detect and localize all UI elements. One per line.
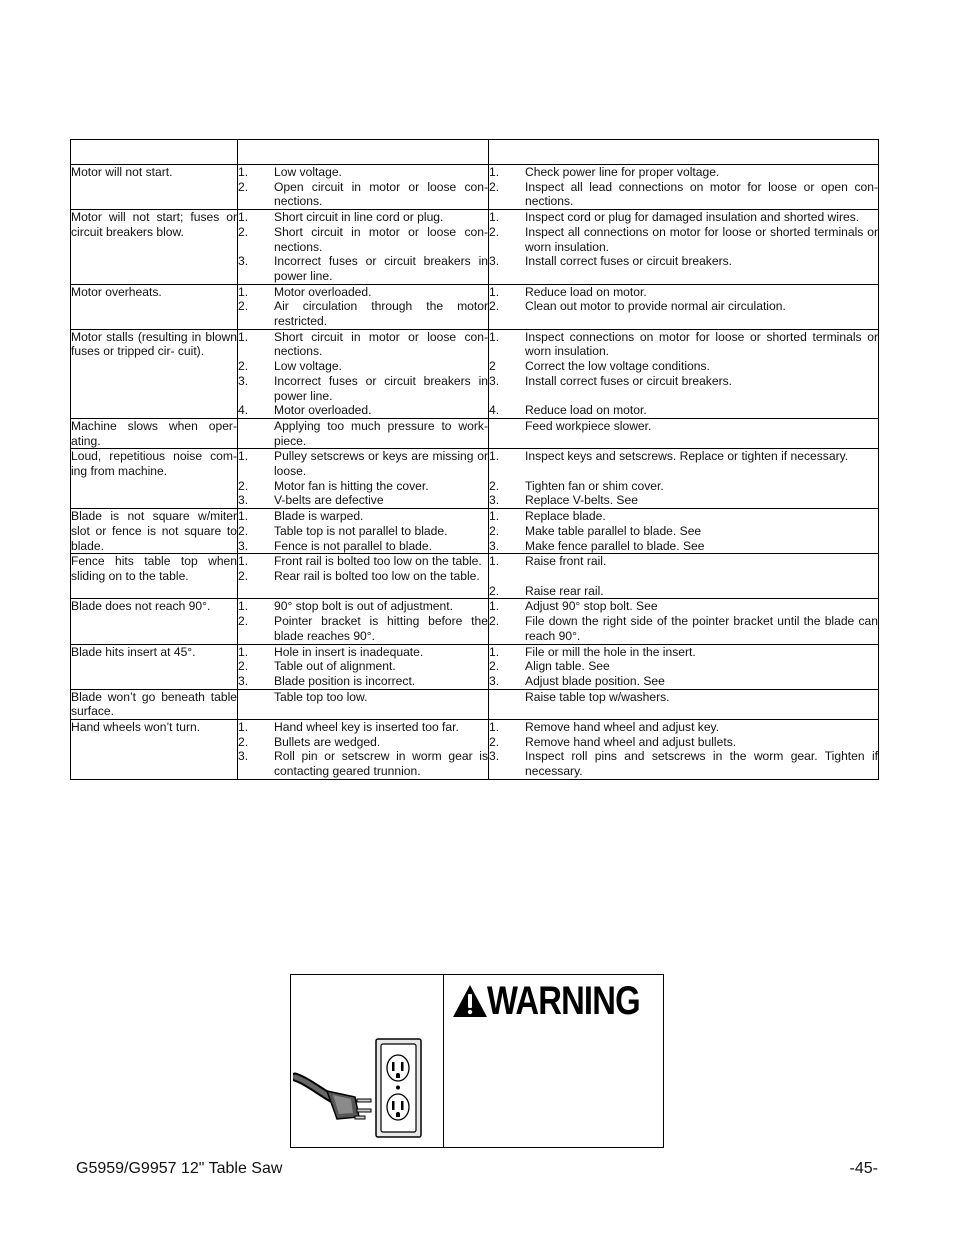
- cause-item: [238, 614, 488, 643]
- item-text: Replace V-belts. See: [525, 493, 638, 508]
- item-text: Adjust blade position. See: [525, 673, 665, 688]
- item-text: Incorrect fuses or circuit breakers in power line.: [274, 254, 488, 283]
- item-text: Pulley setscrews or keys are missing or loose.: [274, 449, 488, 479]
- item-text: 90° stop bolt is out of adjustment.: [274, 599, 453, 614]
- correction-item: [489, 539, 878, 554]
- cause-item: [238, 674, 488, 689]
- symptom-cell: Loud, repetitious noise com- ing from machine.: [71, 449, 238, 509]
- table-row: [71, 329, 879, 418]
- cause-cell: [238, 284, 489, 329]
- cause-cell: [238, 210, 489, 285]
- symptom-cell: Motor stalls (resulting in blown fuses or tripped cir- cuit).: [71, 329, 238, 418]
- item-text: Motor overloaded.: [274, 403, 372, 418]
- cause-cell: [238, 720, 489, 780]
- item-text: Short circuit in motor or loose con- nections.: [274, 224, 488, 254]
- item-number: 3.: [489, 254, 500, 269]
- cause-item: [238, 299, 488, 328]
- item-number: 1.: [238, 599, 249, 614]
- item-number: 1.: [489, 644, 500, 659]
- header-correction-cell: [489, 140, 879, 165]
- cause-item: [238, 554, 488, 569]
- table-row: [71, 599, 879, 644]
- warning-box: [290, 974, 664, 1148]
- correction-cell: [489, 509, 879, 554]
- correction-cell: [489, 165, 879, 210]
- item-text: Open circuit in motor or loose con- nections.: [274, 179, 488, 209]
- correction-item: [489, 599, 878, 614]
- correction-item: [489, 403, 878, 418]
- table-row: [71, 644, 879, 689]
- table-row: [71, 509, 879, 554]
- item-text: Hand wheel key is inserted too far.: [274, 720, 459, 735]
- item-number: 1.: [238, 210, 249, 225]
- unplug-illustration-icon: [293, 1033, 425, 1141]
- item-number: 1.: [238, 644, 249, 659]
- cause-item: [238, 449, 488, 478]
- item-number: 1.: [489, 329, 500, 344]
- item-number: 3.: [238, 749, 249, 764]
- item-number: 3.: [238, 673, 249, 688]
- correction-item: [489, 374, 878, 389]
- correction-item: [489, 569, 878, 584]
- item-text: Incorrect fuses or circuit breakers in power line.: [274, 373, 488, 403]
- correction-item: [489, 449, 878, 464]
- item-text: Pointer bracket is hitting before the blade reaches 90°.: [274, 614, 488, 643]
- item-text: Inspect roll pins and setscrews in the worm gear. Tighten if necessary.: [525, 749, 878, 779]
- item-number: 2.: [489, 224, 500, 239]
- table-row: [71, 210, 879, 285]
- correction-item: [489, 659, 878, 674]
- correction-item: [489, 254, 878, 269]
- item-number: 3.: [238, 493, 249, 508]
- footer-model-title: G5959/G9957 12" Table Saw: [76, 1160, 283, 1177]
- item-text: Low voltage.: [274, 359, 342, 374]
- item-number: 1.: [489, 720, 500, 735]
- item-number: 1.: [238, 329, 249, 344]
- table-row: [71, 554, 879, 599]
- item-text: Raise rear rail.: [525, 583, 604, 598]
- table-row: [71, 418, 879, 448]
- item-number: 1.: [489, 599, 500, 614]
- cause-item: [238, 165, 488, 180]
- item-number: 2.: [238, 478, 249, 493]
- item-text: Correct the low voltage conditions.: [525, 359, 710, 374]
- item-number: 2.: [238, 659, 249, 674]
- correction-cell: [489, 720, 879, 780]
- item-number: 2.: [238, 734, 249, 749]
- correction-item: [489, 674, 878, 689]
- item-number: 1.: [489, 449, 500, 464]
- symptom-cell: Motor will not start.: [71, 165, 238, 210]
- symptom-cell: Fence hits table top when sliding on to the table.: [71, 554, 238, 599]
- cause-cell: [238, 554, 489, 599]
- item-number: 3.: [238, 254, 249, 269]
- item-number: 1.: [238, 165, 249, 179]
- item-text: Tighten fan or shim cover.: [525, 478, 664, 493]
- table-row: [71, 284, 879, 329]
- item-text: Make fence parallel to blade. See: [525, 538, 705, 553]
- item-number: 2.: [238, 299, 249, 314]
- item-number: 3.: [238, 538, 249, 553]
- correction-item: [489, 614, 878, 643]
- item-text: Raise table top w/washers.: [525, 689, 670, 704]
- item-text: [525, 389, 878, 404]
- correction-item: [489, 584, 878, 599]
- symptom-cell: Blade does not reach 90°.: [71, 599, 238, 644]
- table-row: [71, 449, 879, 509]
- cause-item: [238, 569, 488, 584]
- correction-cell: [489, 329, 879, 418]
- item-number: 2.: [238, 523, 249, 538]
- item-number: 3.: [489, 673, 500, 688]
- item-text: Remove hand wheel and adjust key.: [525, 720, 720, 735]
- correction-cell: [489, 210, 879, 285]
- item-number: 4.: [489, 403, 500, 418]
- correction-item: [489, 180, 878, 209]
- cause-cell: [238, 165, 489, 210]
- item-number: 2.: [489, 583, 500, 598]
- correction-cell: [489, 418, 879, 448]
- cause-cell: [238, 329, 489, 418]
- item-number: 2.: [489, 614, 500, 629]
- cause-cell: [238, 689, 489, 719]
- cause-cell: [238, 644, 489, 689]
- symptom-cell: Blade is not square w/miter slot or fence is not square to blade.: [71, 509, 237, 553]
- warning-triangle-icon: [451, 983, 489, 1019]
- correction-cell: [489, 449, 879, 509]
- item-number: 2.: [238, 614, 249, 629]
- correction-item: [489, 299, 878, 314]
- item-number: 2.: [489, 299, 500, 314]
- item-number: 3.: [489, 493, 500, 508]
- cause-cell: [238, 599, 489, 644]
- item-text: Blade position is incorrect.: [274, 673, 416, 688]
- correction-item: [489, 690, 878, 705]
- item-text: Adjust 90° stop bolt. See: [525, 599, 658, 614]
- symptom-cell: Blade hits insert at 45°.: [71, 644, 238, 689]
- item-number: 1.: [489, 284, 500, 299]
- cause-item: [238, 749, 488, 778]
- item-text: Table out of alignment.: [274, 659, 396, 674]
- correction-item: [489, 210, 878, 225]
- cause-item: [238, 659, 488, 674]
- correction-cell: [489, 284, 879, 329]
- correction-item: [489, 225, 878, 254]
- cause-item: [238, 225, 488, 254]
- item-text: Low voltage.: [274, 165, 342, 179]
- item-text: Table top is not parallel to blade.: [274, 523, 448, 538]
- cause-cell: [238, 418, 489, 448]
- item-number: 2.: [238, 179, 249, 194]
- symptom-cell: Blade won’t go beneath table surface.: [71, 689, 237, 719]
- item-text: Remove hand wheel and adjust bullets.: [525, 734, 737, 749]
- item-text: [525, 464, 878, 479]
- item-number: 3.: [238, 373, 249, 388]
- item-number: 1.: [238, 449, 249, 464]
- item-text: [525, 569, 878, 584]
- item-number: 2.: [489, 659, 500, 674]
- item-text: Rear rail is bolted too low on the table.: [274, 568, 480, 583]
- symptom-cell: Motor overheats.: [71, 284, 238, 329]
- correction-item: [489, 493, 878, 508]
- symptom-cell: Hand wheels won’t turn.: [71, 720, 238, 780]
- item-text: Feed workpiece slower.: [525, 418, 652, 433]
- item-text: Hole in insert is inadequate.: [274, 644, 424, 659]
- item-text: Inspect cord or plug for damaged insulation and shorted wires.: [525, 210, 860, 225]
- table-row: [71, 720, 879, 780]
- item-text: Blade is warped.: [274, 509, 364, 524]
- footer-page-number: -45-: [849, 1160, 878, 1177]
- cause-item: [238, 330, 488, 359]
- item-text: Fence is not parallel to blade.: [274, 538, 432, 553]
- correction-item: [489, 330, 878, 359]
- correction-item: [489, 749, 878, 778]
- item-number: 2.: [238, 224, 249, 239]
- correction-item: [489, 165, 878, 180]
- item-number: 2.: [489, 523, 500, 538]
- item-text: Reduce load on motor.: [525, 284, 647, 299]
- item-number: 3.: [489, 373, 500, 388]
- item-text: Inspect all connections on motor for loose or shorted terminals or worn insulation.: [525, 224, 878, 254]
- correction-item: [489, 479, 878, 494]
- correction-cell: [489, 554, 879, 599]
- cause-item: [238, 599, 488, 614]
- header-cause-cell: [238, 140, 489, 165]
- cause-item: [238, 524, 488, 539]
- correction-item: [489, 509, 878, 524]
- item-text: Motor overloaded.: [274, 284, 372, 299]
- item-number: 3.: [489, 749, 500, 764]
- cause-item: [238, 210, 488, 225]
- item-text: Make table parallel to blade. See: [525, 523, 702, 538]
- item-text: Short circuit in line cord or plug.: [274, 210, 444, 225]
- header-symptom-cell: [71, 140, 238, 165]
- item-number: 1.: [489, 165, 500, 179]
- item-text: Clean out motor to provide normal air circulation.: [525, 299, 786, 314]
- item-text: File down the right side of the pointer bracket until the blade can reach 90°.: [525, 614, 878, 643]
- correction-cell: [489, 644, 879, 689]
- cause-item: [238, 493, 488, 508]
- item-text: Reduce load on motor.: [525, 403, 647, 418]
- item-text: Align table. See: [525, 659, 610, 674]
- item-number: 2.: [238, 359, 249, 374]
- item-text: Inspect connections on motor for loose or shorted terminals or worn insulation.: [525, 329, 878, 359]
- cause-item: [238, 254, 488, 283]
- item-number: 1.: [489, 554, 500, 569]
- warning-illustration-panel: [291, 975, 444, 1147]
- item-number: 1.: [238, 284, 249, 299]
- item-text: Motor fan is hitting the cover.: [274, 478, 429, 493]
- item-text: V-belts are defective: [274, 493, 384, 508]
- item-text: File or mill the hole in the insert.: [525, 644, 696, 659]
- item-number: 2.: [489, 734, 500, 749]
- item-number: 1.: [238, 720, 249, 735]
- correction-item: [489, 464, 878, 479]
- item-number: 3.: [489, 538, 500, 553]
- correction-item: [489, 359, 878, 374]
- item-text: Inspect all lead connections on motor for loose or open con- nections.: [525, 179, 878, 209]
- table-row: [71, 689, 879, 719]
- table-row: [71, 165, 879, 210]
- warning-title: WARNING: [487, 979, 640, 1023]
- cause-cell: [238, 509, 489, 554]
- table-body: [71, 165, 879, 780]
- table-header-row: [71, 140, 879, 165]
- item-number: 1.: [238, 509, 249, 524]
- item-number: 1.: [489, 210, 500, 225]
- item-text: Front rail is bolted too low on the table.: [274, 554, 482, 569]
- item-number: 2.: [238, 568, 249, 583]
- symptom-cell: Motor will not start; fuses or circuit breakers blow.: [71, 210, 238, 285]
- correction-item: [489, 720, 878, 735]
- item-number: 2.: [489, 179, 500, 194]
- cause-item: [238, 403, 488, 418]
- cause-cell: [238, 449, 489, 509]
- item-text: Install correct fuses or circuit breakers.: [525, 254, 733, 269]
- cause-item: [238, 180, 488, 209]
- item-text: Raise front rail.: [525, 554, 607, 569]
- correction-cell: [489, 689, 879, 719]
- item-number: 1.: [238, 554, 249, 569]
- correction-item: [489, 735, 878, 750]
- correction-cell: [489, 599, 879, 644]
- troubleshooting-table: [70, 139, 879, 780]
- cause-item: [238, 419, 488, 448]
- item-text: Bullets are wedged.: [274, 734, 381, 749]
- cause-item: [238, 645, 488, 660]
- item-text: Short circuit in motor or loose con- nections.: [274, 329, 488, 359]
- cause-item: [238, 509, 488, 524]
- cause-item: [238, 539, 488, 554]
- cause-item: [238, 479, 488, 494]
- item-text: Roll pin or setscrew in worm gear is contacting geared trunnion.: [274, 749, 488, 779]
- item-text: Check power line for proper voltage.: [525, 165, 720, 179]
- symptom-cell: Machine slows when oper- ating.: [71, 418, 237, 448]
- cause-item: [238, 359, 488, 374]
- correction-item: [489, 419, 878, 434]
- cause-item: [238, 690, 488, 705]
- item-text: Replace blade.: [525, 509, 606, 524]
- correction-item: [489, 524, 878, 539]
- item-text: Install correct fuses or circuit breakers.: [525, 373, 733, 388]
- correction-item: [489, 285, 878, 300]
- item-text: Inspect keys and setscrews. Replace or tighten if necessary.: [525, 449, 849, 464]
- correction-item: [489, 554, 878, 569]
- item-text: Air circulation through the motor restricted.: [274, 299, 488, 329]
- item-number: 2.: [489, 478, 500, 493]
- correction-item: [489, 389, 878, 404]
- item-text: Applying too much pressure to work- piece.: [274, 418, 488, 448]
- correction-item: [489, 645, 878, 660]
- cause-item: [238, 720, 488, 735]
- item-number: 4.: [238, 403, 249, 418]
- item-number: 1.: [489, 509, 500, 524]
- cause-item: [238, 735, 488, 750]
- warning-header: [451, 981, 661, 1025]
- cause-item: [238, 285, 488, 300]
- warning-text-panel: [444, 975, 663, 1147]
- cause-item: [238, 374, 488, 403]
- item-number: 2: [489, 359, 496, 374]
- item-text: Table top too low.: [274, 689, 368, 704]
